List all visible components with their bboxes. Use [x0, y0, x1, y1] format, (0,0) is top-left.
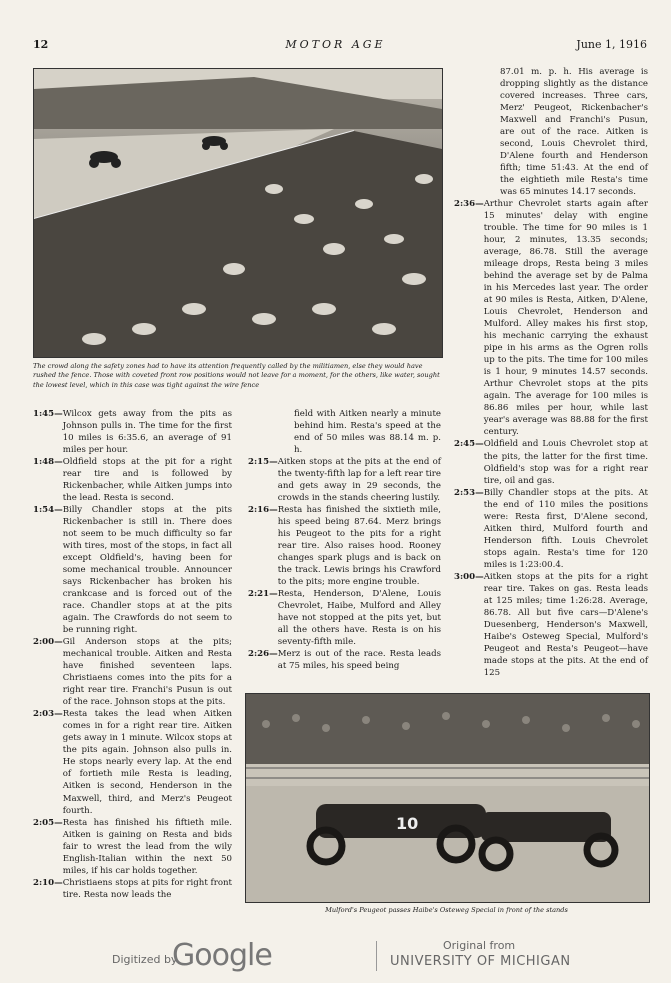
timeline-entry	[454, 198, 648, 438]
column-1	[33, 408, 232, 901]
entry-time: 2:26—	[248, 649, 278, 660]
page-number: 12	[33, 38, 49, 51]
google-logo: Google	[172, 938, 272, 973]
race-cars-photo	[245, 693, 650, 903]
entry-text: Aitken stops at the pits for a right rear tire. Takes on gas. Resta leads at 125 miles; time 1:26:28. Average, 86.78. All but five cars—D'Alene's Duesenberg, Henderson's Maxwell, Haibe's Osteweg Special, Mulford's Peugeot and Resta's Peugeot—have made stops at the pits. At the end of 125	[483, 571, 648, 678]
entry-text: Billy Chandler stops at the pits. At the end of 110 miles the positions were: Resta first, D'Alene second, Aitken third, Mulford fourth and Henderson fifth. Louis Chevrolet stops again. Resta's time for 120 miles is 1:23:00.4.	[483, 487, 648, 570]
entry-text: Wilcox gets away from the pits as Johnson pulls in. The time for the first 10 miles is 6:35.6, an average of 91 miles per hour.	[62, 409, 232, 456]
entry-time: 2:16—	[248, 505, 278, 516]
entry-text: Aitken stops at the pits at the end of the twenty-fifth lap for a left rear tire and gets away in 29 seconds, the crowds in the stands cheering lustily.	[277, 457, 441, 504]
entry-time: 1:45—	[33, 409, 63, 419]
timeline-entry	[33, 408, 232, 456]
entry-text: Arthur Chevrolet starts again after 15 minutes' delay with engine trouble. The time for 90 miles is 1 hour, 2 minutes, 13.35 seconds; average, 86.78. Still the average mileage drops, Resta being 3 miles behind the average set by de Palma in his Mercedes last year. The order at 90 miles is Resta, Aitken, D'Alene, Louis Chevrolet, Henderson and Mulford. Alley makes his first stop, his mechanic carrying the exhaust pipe in his arms as the Ogren rolls up to the pits. The time for 100 miles is 1 hour, 9 minutes 14.57 seconds. Arthur Chevrolet stops at the pits again. The average for 100 miles is 86.86 miles per hour, while last year's average was 88.88 for the first century.	[483, 199, 648, 438]
entry-text: Oldfield stops at the pit for a right rear tire and is followed by Rickenbacher, while Aitken jumps into the lead. Resta is second.	[62, 457, 232, 504]
timeline-entry	[248, 588, 441, 648]
timeline-entry	[33, 708, 232, 816]
entry-time: 2:03—	[33, 709, 63, 720]
timeline-entry	[33, 504, 232, 636]
entry-time: 2:05—	[33, 817, 63, 828]
timeline-entry	[33, 636, 232, 708]
original-from-text: Original from	[443, 939, 516, 952]
entry-time: 1:54—	[33, 505, 63, 516]
entry-time: 3:00—	[454, 571, 484, 582]
entry-time: 2:53—	[454, 487, 484, 498]
page-header	[0, 38, 671, 54]
top-photo-caption: The crowd along the safety zones had to have its attention frequently called by the militiamen, else they would have rushed the fence. Those with coveted front row positions would not leave for a moment, for the others, like water, sought the lowest level, which in this case was tight against the wire fence	[33, 362, 440, 389]
entry-time: 1:48—	[33, 457, 63, 468]
timeline-entry	[454, 571, 648, 679]
timeline-entry	[33, 817, 232, 877]
timeline-entry	[248, 648, 441, 672]
entry-text: Resta has finished the sixtieth mile, his speed being 87.64. Merz brings his Peugeot to the pits for a right rear tire. Also raises hood. Rooney changes spark plugs and is back on the track. Lewis brings his Crawford to the pits; more engine trouble.	[277, 505, 441, 588]
issue-date: June 1, 1916	[576, 38, 647, 51]
timeline-entry	[248, 504, 441, 588]
entry-text: Christiaens stops at pits for right front tire. Resta now leads the	[62, 877, 232, 900]
crowd-photo	[33, 68, 443, 358]
entry-time: 2:36—	[454, 199, 484, 210]
entry-time: 2:21—	[248, 589, 278, 600]
entry-time: 2:10—	[33, 877, 63, 888]
digitization-footer	[0, 935, 671, 975]
entry-text: Resta, Henderson, D'Alene, Louis Chevrolet, Haibe, Mulford and Alley have not stopped at the pits yet, but all the others have. Resta is on his seventy-fifth mile.	[277, 589, 441, 648]
entry-text: Billy Chandler stops at the pits Rickenbacher is still in. There does not seem to be much difficulty so far with tires, most of the stops, in fact all except Oldfield's, having been for some mechanical trouble. Announcer says Rickenbacher has broken his crankcase and is forced out of the race. Chandler stops at at the pits again. The Crawfords do not seem to be running right.	[62, 505, 232, 636]
entry-text: Merz is out of the race. Resta leads at 75 miles, his speed being	[277, 649, 441, 672]
magazine-title: MOTOR AGE	[285, 38, 386, 51]
entry-time: 2:00—	[33, 637, 63, 648]
col3-continuation: 87.01 m. p. h. His average is dropping slightly as the distance covered increases. Three cars, Merz' Peugeot, Rickenbacher's Maxwell and Franchi's Pusun, are out of the race. Aitken is second, Louis Chevrolet third, D'Alene fourth and Henderson fifth; time 51:43. At the end of the eightieth mile Resta's time was 65 minutes 14.17 seconds.	[500, 67, 648, 198]
timeline-entry	[454, 487, 648, 571]
entry-text: Resta has finished his fiftieth mile. Aitken is gaining on Resta and bids fair to wrest the lead from the wily English-Italian within the next 50 miles, if his car holds together.	[62, 817, 232, 876]
entry-text: Gil Anderson stops at the pits; mechanical trouble. Aitken and Resta have finished seventeen laps. Christiaens comes into the pits for a right rear tire. Franchi's Pusun is out of the race. Johnson stops at the pits.	[62, 637, 232, 708]
entry-text: Resta takes the lead when Aitken comes in for a right rear tire. Aitken gets away in 1 minute. Wilcox stops at the pits again. Johnson also pulls in. He stops nearly every lap. At the end of fortieth mile Resta is leading, Aitken is second, Henderson in the Maxwell, third, and Merz's Peugeot fourth.	[62, 709, 232, 816]
timeline-entry	[33, 877, 232, 901]
digitized-by-text: Digitized by	[112, 953, 178, 966]
entry-text: Oldfield and Louis Chevrolet stop at the pits, the latter for the first time. Oldfield's stop was for a right rear tire, oil and gas.	[483, 439, 648, 486]
column-2	[248, 408, 441, 672]
car-number: 10	[396, 814, 419, 833]
column-3	[454, 66, 648, 679]
col2-continuation: field with Aitken nearly a minute behind him. Resta's speed at the end of 50 miles was 88.14 m. p. h.	[294, 409, 441, 456]
footer-divider	[376, 941, 377, 971]
entry-time: 2:45—	[454, 439, 484, 450]
bottom-photo-caption: Mulford's Peugeot passes Haibe's Osteweg Special in front of the stands	[325, 906, 568, 914]
university-name: UNIVERSITY OF MICHIGAN	[390, 954, 571, 969]
entry-time: 2:15—	[248, 457, 278, 468]
timeline-entry	[33, 456, 232, 504]
timeline-entry	[454, 438, 648, 486]
timeline-entry	[248, 456, 441, 504]
